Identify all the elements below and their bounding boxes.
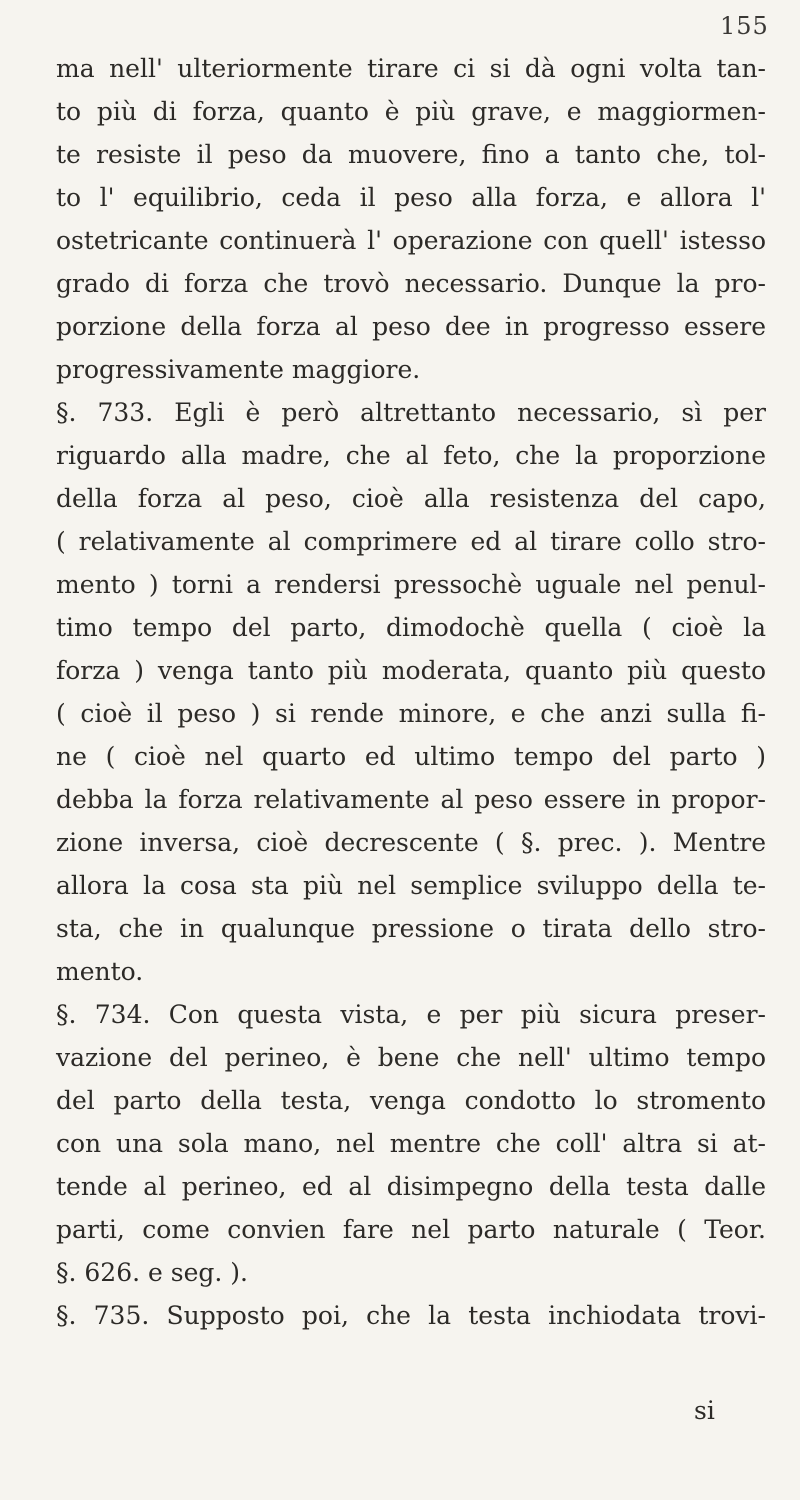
text-line: mento ) torni a rendersi pressochè uguale nel penul-	[56, 570, 766, 599]
body-text	[56, 4, 766, 1337]
text-line: to più di forza, quanto è più grave, e maggiormen-	[56, 97, 766, 126]
catchword: si	[694, 1396, 715, 1425]
text-line: §. 626. e seg. ).	[56, 1258, 248, 1287]
text-line: grado di forza che trovò necessario. Dunque la pro-	[56, 269, 766, 298]
text-line: ( cioè il peso ) si rende minore, e che anzi sulla fi-	[56, 699, 766, 728]
text-line: mento.	[56, 957, 144, 986]
text-line: §. 733. Egli è però altrettanto necessario, sì per	[56, 398, 766, 427]
text-line: te resiste il peso da muovere, fino a tanto che, tol-	[56, 140, 766, 169]
text-line: riguardo alla madre, che al feto, che la proporzione	[56, 441, 766, 470]
text-line: vazione del perineo, è bene che nell' ultimo tempo	[56, 1043, 766, 1072]
text-line: debba la forza relativamente al peso essere in propor-	[56, 785, 766, 814]
page-number: 155	[720, 12, 769, 40]
text-line: con una sola mano, nel mentre che coll' altra si at-	[56, 1129, 766, 1158]
text-line: parti, come convien fare nel parto naturale ( Teor.	[56, 1215, 766, 1244]
text-line: to l' equilibrio, ceda il peso alla forza, e allora l'	[56, 183, 766, 212]
text-line: ma nell' ulteriormente tirare ci si dà ogni volta tan-	[56, 54, 766, 83]
text-line: del parto della testa, venga condotto lo stromento	[56, 1086, 766, 1115]
text-line: della forza al peso, cioè alla resistenza del capo,	[56, 484, 766, 513]
text-line: ne ( cioè nel quarto ed ultimo tempo del parto )	[56, 742, 766, 771]
text-line: timo tempo del parto, dimodochè quella ( cioè la	[56, 613, 766, 642]
text-line: allora la cosa sta più nel semplice sviluppo della te-	[56, 871, 766, 900]
text-line: tende al perineo, ed al disimpegno della testa dalle	[56, 1172, 766, 1201]
text-line: ostetricante continuerà l' operazione con quell' istesso	[56, 226, 766, 255]
text-line: zione inversa, cioè decrescente ( §. prec. ). Mentre	[56, 828, 766, 857]
text-line: ( relativamente al comprimere ed al tirare collo stro-	[56, 527, 766, 556]
text-line: sta, che in qualunque pressione o tirata dello stro-	[56, 914, 766, 943]
text-line: §. 735. Supposto poi, che la testa inchiodata trovi-	[56, 1301, 766, 1330]
text-line: progressivamente maggiore.	[56, 355, 421, 384]
text-line-spacer	[56, 4, 766, 47]
text-line: forza ) venga tanto più moderata, quanto più questo	[56, 656, 766, 685]
text-line: porzione della forza al peso dee in progresso essere	[56, 312, 766, 341]
text-line: §. 734. Con questa vista, e per più sicura preser-	[56, 1000, 766, 1029]
